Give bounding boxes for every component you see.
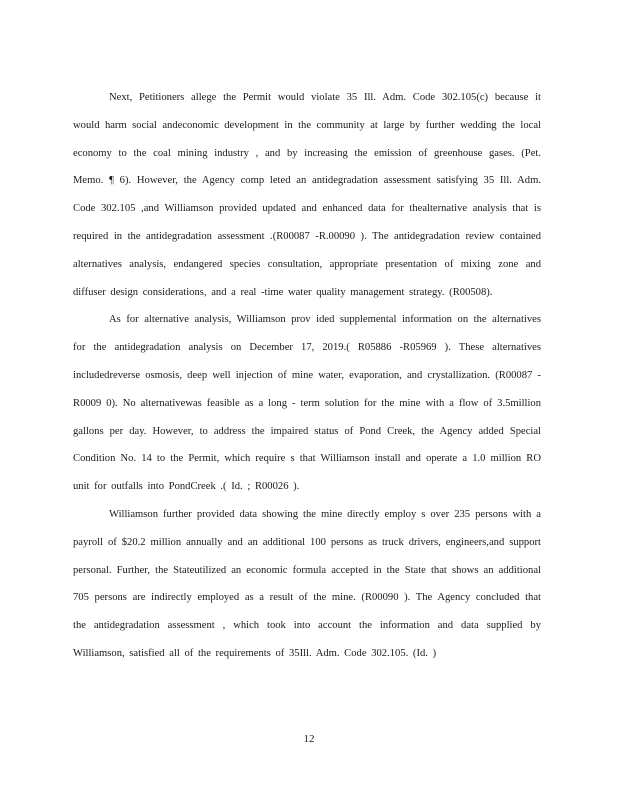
paragraph-1: Next, Petitioners allege the Permit would violate 35 Ill. Adm. Code 302.105(c) because it would harm social andeconomic development in the community at large by further wedding the local economy to the coal mining industry , and by increasing the emission of greenhouse gases. (Pet. Memo. ¶ 6). However, the Agency comp leted an antidegradation assessment satisfying 35 Ill. Adm. Code 302.105 ,and Williamson provided updated and enhanced data for thealternative analysis that is required in the antidegradation assessment .(R00087 -R.00090 ). The antidegradation review contained alternatives analysis, endangered species consultation, appropriate presentation of mixing zone and diffuser design considerations, and a real -time water quality management strategy. (R00508). [73, 92, 541, 298]
paragraph-2: As for alternative analysis, Williamson prov ided supplemental information on the alternatives for the antidegradation analysis on December 17, 2019.( R05886 -R05969 ). These alternatives includedreverse osmosis, deep well injection of mine water, evaporation, and crystallization. (R00087 -R0009 0). No alternativewas feasible as a long - term solution for the mine with a flow of 3.5million gallons per day. However, to address the impaired status of Pond Creek, the Agency added Special Condition No. 14 to the Permit, which require s that Williamson install and operate a 1.0 million RO unit for outfalls into PondCreek .( Id. ; R00026 ). [73, 314, 541, 493]
paragraph-3: Williamson further provided data showing the mine directly employ s over 235 persons with a payroll of $20.2 million annually and an additional 100 persons as truck drivers, engineers,and support personal. Further, the Stateutilized an economic formula accepted in the State that shows an additional 705 persons are indirectly employed as a result of the mine. (R00090 ). The Agency concluded that the antidegradation assessment , which took into account the information and data supplied by Williamson, satisfied all of the requirements of 35Ill. Adm. Code 302.105. (Id. ) [73, 508, 541, 659]
body-text [73, 84, 541, 668]
page-number: 12 [303, 733, 315, 745]
